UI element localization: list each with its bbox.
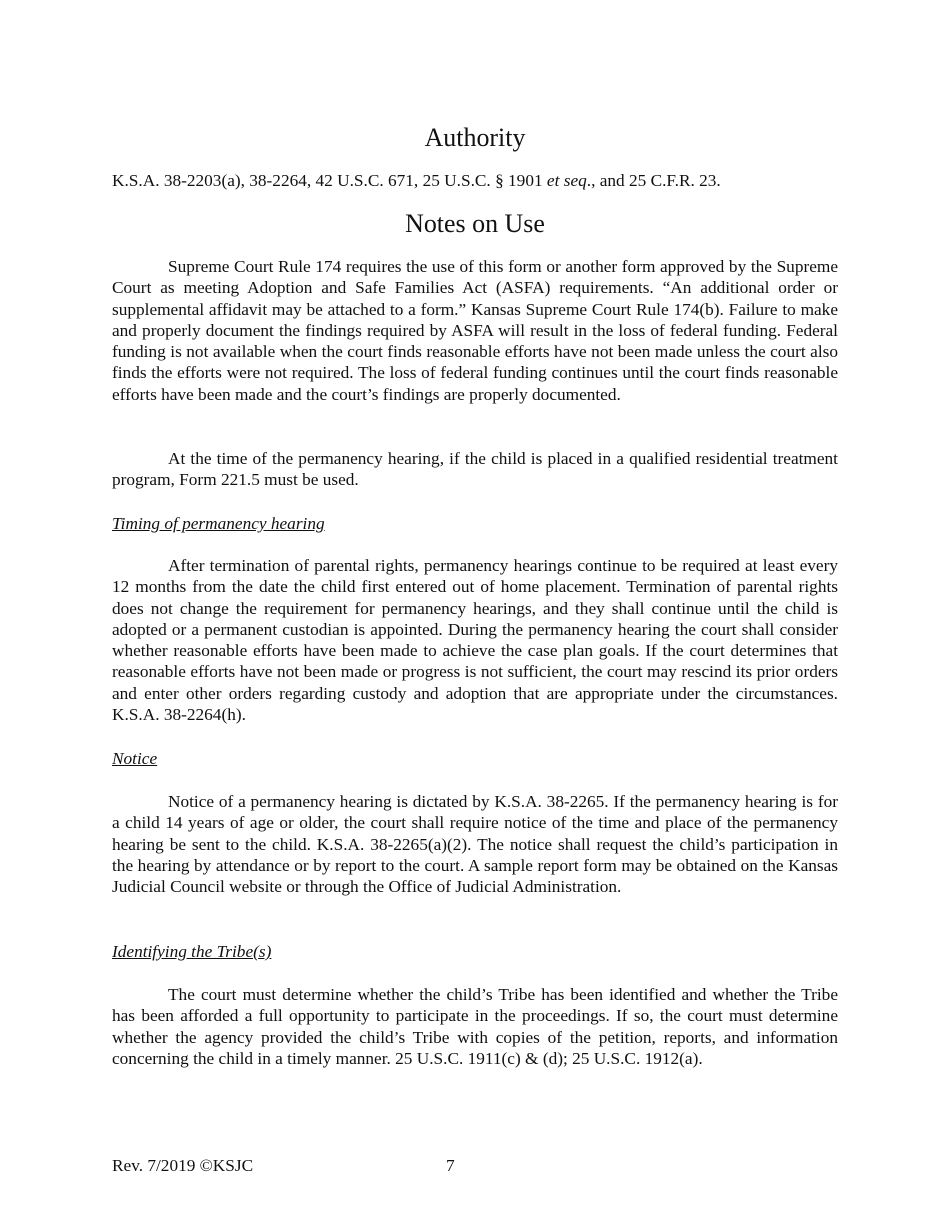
authority-heading: Authority — [424, 123, 526, 152]
section-body-tribe: The court must determine whether the child’s Tribe has been identified and whether the Tribe has been afforded a full opportunity to participate in the proceedings. If so, the court must determine whether the agency provided the child’s Tribe with copies of the petition, reports, and information concerning the child in a timely manner. 25 U.S.C. 1911(c) & (d); 25 U.S.C. 1912(a). — [112, 985, 838, 1068]
citation-text: K.S.A. 38-2203(a), 38-2264, 42 U.S.C. 671, 25 U.S.C. § 1901 — [112, 171, 547, 190]
notes-heading: Notes on Use — [405, 209, 545, 238]
section-title-timing: Timing of permanency hearing — [112, 514, 325, 533]
notes-paragraph-asfa: Supreme Court Rule 174 requires the use of this form or another form approved by the Supreme Court as meeting Adoption and Safe Families Act (ASFA) requirements. “An additional order or supplemental affidavit may be attached to a form.” Kansas Supreme Court Rule 174(b). Failure to make and properly document the findings required by ASFA will result in the loss of federal funding. Federal funding is not available when the court finds reasonable efforts have not been made unless the court also finds the efforts were not required. The loss of federal funding continues until the court finds reasonable efforts have been made and the court’s findings are properly documented. — [112, 257, 838, 404]
authority-citation — [112, 170, 838, 191]
section-body-timing: After termination of parental rights, permanency hearings continue to be required at least every 12 months from the date the child first entered out of home placement. Termination of parental rights does not change the requirement for permanency hearings, and they shall continue until the child is adopted or a permanent custodian is appointed. During the permanency hearing the court shall consider whether reasonable efforts have been made to achieve the case plan goals. If the court determines that reasonable efforts have not been made or progress is not sufficient, the court may rescind its prior orders and enter other orders regarding custody and adoption that are appropriate under the circumstances. K.S.A. 38-2264(h). — [112, 556, 838, 725]
section-title-notice: Notice — [112, 749, 158, 768]
section-body-notice: Notice of a permanency hearing is dictated by K.S.A. 38-2265. If the permanency hearing is for a child 14 years of age or older, the court shall require notice of the time and place of the permanency hearing be sent to the child. K.S.A. 38-2265(a)(2). The notice shall request the child’s participation in the hearing by attendance or by report to the court. A sample report form may be obtained on the Kansas Judicial Council website or through the Office of Judicial Administration. — [112, 792, 838, 897]
citation-italic: et seq — [546, 171, 587, 190]
citation-text-end: ., and 25 C.F.R. 23. — [586, 171, 721, 190]
page-number: 7 — [446, 1156, 455, 1175]
notes-paragraph-qrtp: At the time of the permanency hearing, if the child is placed in a qualified residential treatment program, Form 221.5 must be used. — [112, 449, 838, 490]
footer-revision: Rev. 7/2019 ©KSJC — [112, 1156, 254, 1175]
section-title-tribe: Identifying the Tribe(s) — [112, 942, 272, 961]
